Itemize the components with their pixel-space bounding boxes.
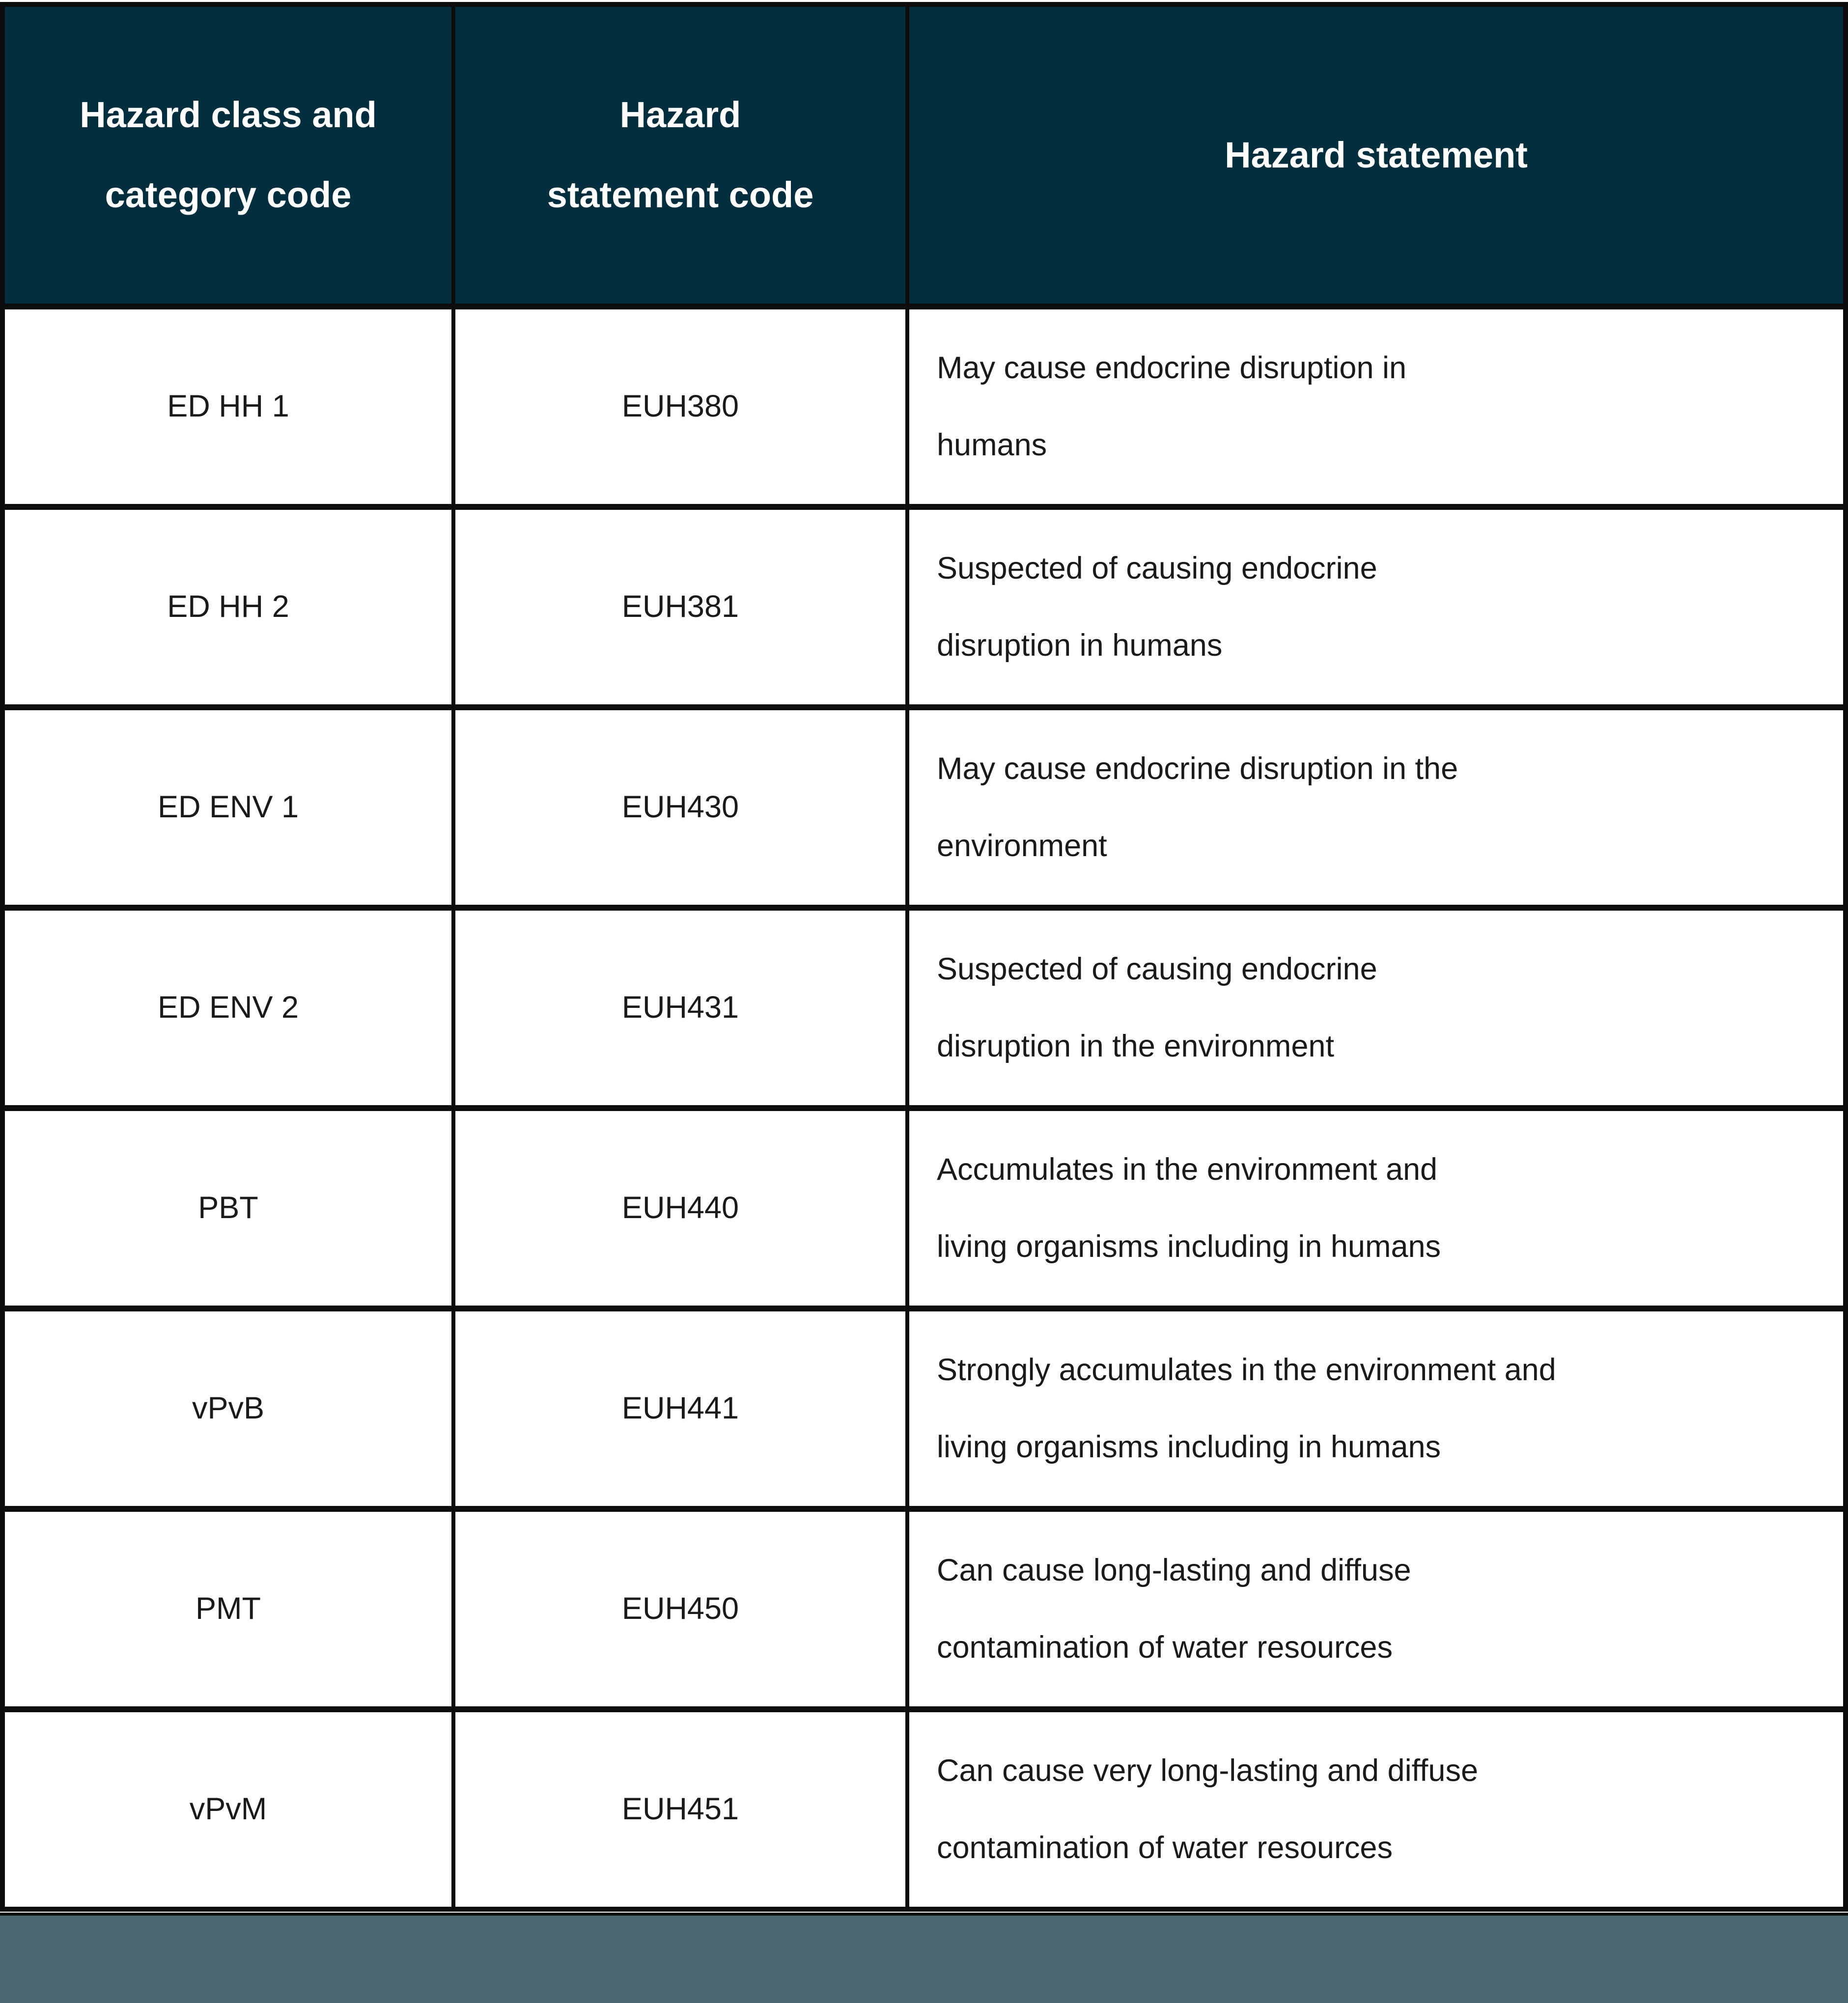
statement-code-value: EUH381 (621, 589, 739, 624)
hazard-class-value: ED HH 2 (167, 589, 289, 624)
hazard-class-cell (5, 309, 451, 504)
hazard-class-value: PBT (198, 1191, 258, 1225)
hazard-class-cell (5, 1512, 451, 1706)
hazard-statement-text: May cause endocrine disruption in humans (937, 350, 1407, 462)
hazard-statement-cell (909, 1111, 1843, 1306)
statement-code-value: EUH450 (621, 1591, 739, 1626)
hazard-class-cell (5, 911, 451, 1105)
statement-code-cell (455, 1712, 905, 1907)
hazard-class-value: PMT (196, 1591, 261, 1626)
statement-code-value: EUH451 (621, 1792, 739, 1827)
statement-code-cell (455, 309, 905, 504)
hazard-class-value: ED ENV 2 (157, 990, 299, 1025)
hazard-statement-text: Suspected of causing endocrine disruption in humans (937, 551, 1377, 663)
hazard-class-cell (5, 1311, 451, 1506)
column-header-label: Hazard class and category code (80, 94, 377, 215)
statement-code-value: EUH430 (621, 790, 739, 825)
hazard-class-value: ED ENV 1 (157, 790, 299, 825)
column-header-label: Hazard statement code (547, 94, 814, 215)
hazard-statement-cell (909, 1512, 1843, 1706)
statement-code-cell (455, 1512, 905, 1706)
hazard-class-cell (5, 710, 451, 905)
column-header-label: Hazard statement (1225, 134, 1528, 175)
hazard-statements-table (0, 2, 1848, 1912)
hazard-statement-text: Suspected of causing endocrine disruption in the environment (937, 951, 1377, 1063)
statement-code-cell (455, 911, 905, 1105)
hazard-statement-text: Can cause very long-lasting and diffuse contamination of water resources (937, 1753, 1479, 1865)
column-header-hazard-statement (909, 7, 1843, 304)
statement-code-value: EUH431 (621, 990, 739, 1025)
hazard-class-value: vPvM (189, 1792, 267, 1827)
hazard-statement-cell (909, 710, 1843, 905)
statement-code-value: EUH440 (621, 1191, 739, 1225)
hazard-statement-cell (909, 1311, 1843, 1506)
hazard-statement-text: May cause endocrine disruption in the environment (937, 751, 1458, 863)
hazard-statement-cell (909, 911, 1843, 1105)
column-header-hazard-class (5, 7, 451, 304)
hazard-class-value: ED HH 1 (167, 389, 289, 424)
statement-code-cell (455, 510, 905, 704)
hazard-class-value: vPvB (192, 1391, 265, 1426)
hazard-statement-text: Can cause long-lasting and diffuse contamination of water resources (937, 1553, 1411, 1665)
column-header-statement-code (455, 7, 905, 304)
statement-code-cell (455, 1311, 905, 1506)
hazard-statement-text: Strongly accumulates in the environment and living organisms including in humans (937, 1352, 1556, 1464)
hazard-statement-cell (909, 510, 1843, 704)
hazard-class-cell (5, 510, 451, 704)
hazard-statement-text: Accumulates in the environment and living organisms including in humans (937, 1152, 1441, 1264)
hazard-statement-cell (909, 309, 1843, 504)
hazard-class-cell (5, 1712, 451, 1907)
hazard-class-cell (5, 1111, 451, 1306)
statement-code-value: EUH441 (621, 1391, 739, 1426)
statement-code-cell (455, 1111, 905, 1306)
statement-code-cell (455, 710, 905, 905)
statement-code-value: EUH380 (621, 389, 739, 424)
footer-band (0, 1913, 1848, 2003)
hazard-statement-cell (909, 1712, 1843, 1907)
